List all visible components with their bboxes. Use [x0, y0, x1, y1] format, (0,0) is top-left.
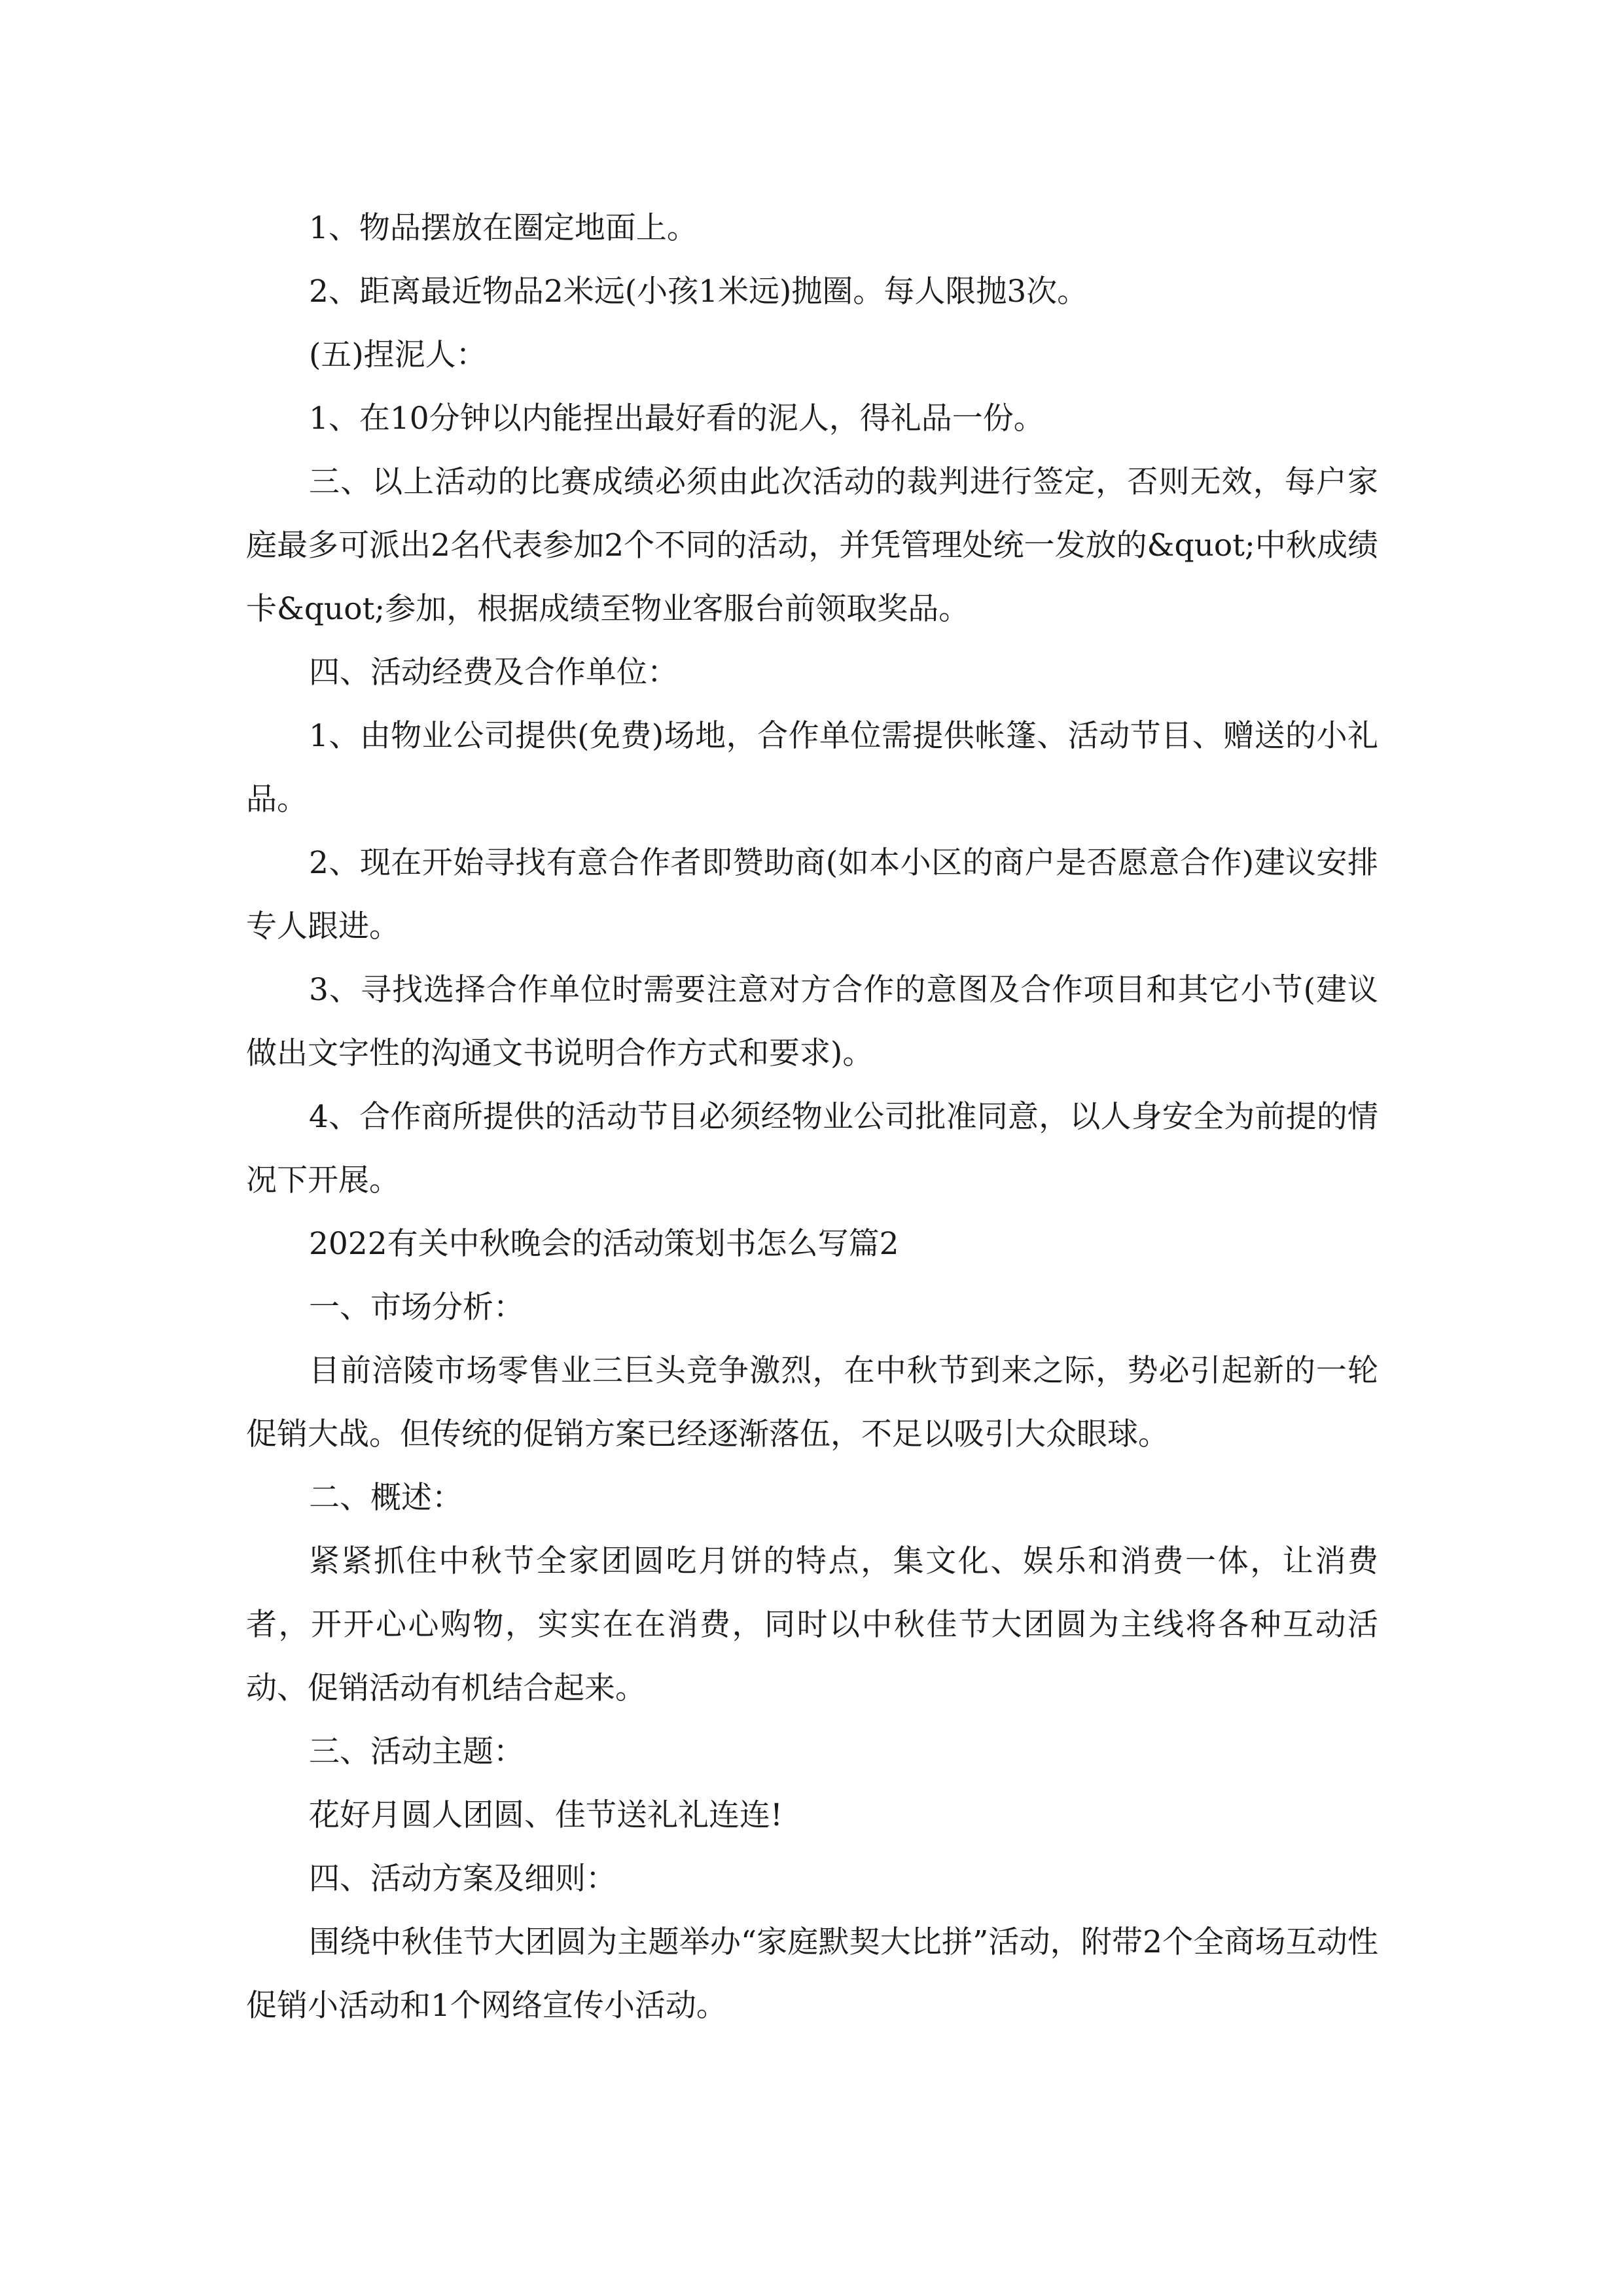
section-title-part-2: 2022有关中秋晚会的活动策划书怎么写篇2	[309, 1226, 899, 1262]
paragraph-clay-rule: 1、在10分钟以内能捏出最好看的泥人，得礼品一份。	[309, 401, 1044, 437]
paragraph-market-body: 目前涪陵市场零售业三巨头竞争激烈，在中秋节到来之际，势必引起新的一轮促销大战。但传统的促销方案已经逐渐落伍，不足以吸引大众眼球。	[246, 1353, 1378, 1452]
paragraph-funding-4: 4、合作商所提供的活动节目必须经物业公司批准同意，以人身安全为前提的情况下开展。	[246, 1099, 1378, 1198]
paragraph-funding-1: 1、由物业公司提供(免费)场地，合作单位需提供帐篷、活动节目、赠送的小礼品。	[246, 718, 1378, 817]
paragraph-theme-body: 花好月圆人团圆、佳节送礼礼连连!	[309, 1797, 783, 1833]
paragraph-clay-heading: (五)捏泥人：	[309, 337, 487, 373]
paragraph-ring-toss-rule: 2、距离最近物品2米远(小孩1米远)抛圈。每人限抛3次。	[309, 274, 1088, 310]
paragraph-funding-heading: 四、活动经费及合作单位：	[309, 655, 678, 691]
paragraph-theme-heading: 三、活动主题：	[309, 1734, 524, 1770]
paragraph-item-placement: 1、物品摆放在圈定地面上。	[309, 210, 698, 246]
paragraph-plan-heading: 四、活动方案及细则：	[309, 1861, 616, 1897]
paragraph-market-heading: 一、市场分析：	[309, 1289, 524, 1325]
paragraph-judging-rule: 三、以上活动的比赛成绩必须由此次活动的裁判进行签定，否则无效，每户家庭最多可派出2名代表参加2个不同的活动，并凭管理处统一发放的&quot;中秋成绩卡&quot;参加，根据成绩至物业客服台前领取奖品。	[246, 464, 1378, 627]
document-body	[246, 196, 1378, 2037]
paragraph-overview-body: 紧紧抓住中秋节全家团圆吃月饼的特点，集文化、娱乐和消费一体，让消费者，开开心心购物，实实在在消费，同时以中秋佳节大团圆为主线将各种互动活动、促销活动有机结合起来。	[246, 1543, 1378, 1706]
paragraph-plan-body: 围绕中秋佳节大团圆为主题举办“家庭默契大比拼”活动，附带2个全商场互动性促销小活动和1个网络宣传小活动。	[246, 1924, 1378, 2024]
paragraph-overview-heading: 二、概述：	[309, 1480, 463, 1516]
paragraph-funding-3: 3、寻找选择合作单位时需要注意对方合作的意图及合作项目和其它小节(建议做出文字性的沟通文书说明合作方式和要求)。	[246, 972, 1378, 1071]
paragraph-funding-2: 2、现在开始寻找有意合作者即赞助商(如本小区的商户是否愿意合作)建议安排专人跟进。	[246, 845, 1378, 944]
